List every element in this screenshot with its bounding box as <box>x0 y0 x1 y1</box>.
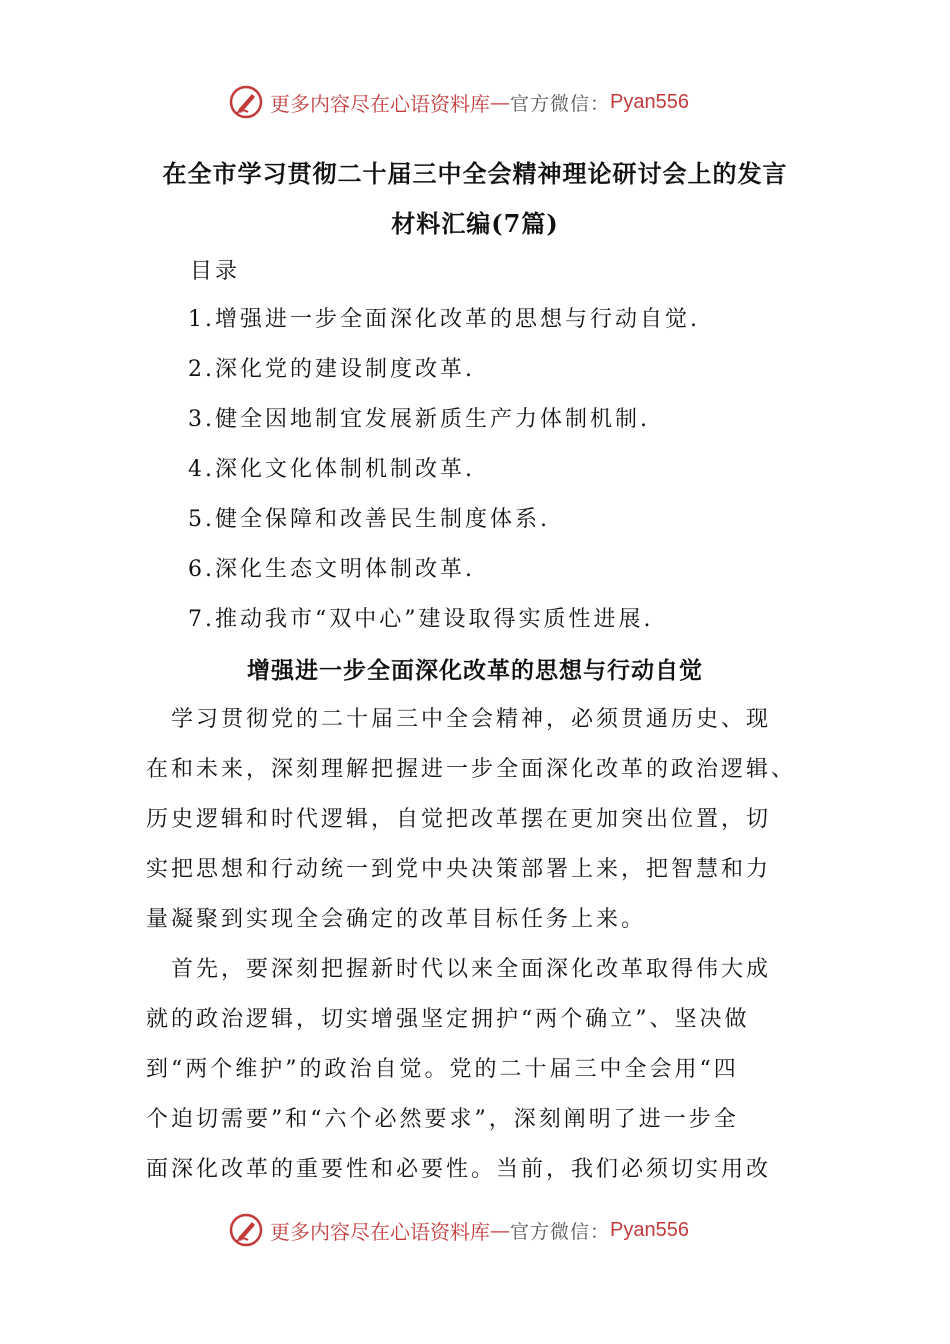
watermark-banner-top <box>228 82 728 122</box>
pen-seal-icon <box>228 1212 264 1248</box>
pen-seal-icon <box>228 84 264 120</box>
watermark-wechat-label: 官方微信： <box>510 92 611 115</box>
toc-item[interactable]: 6.深化生态文明体制改革. <box>188 557 475 582</box>
body-text-line: 首先，要深刻把握新时代以来全面深化改革取得伟大成 <box>146 957 772 982</box>
toc-list <box>188 304 700 654</box>
toc-item[interactable]: 1.增强进一步全面深化改革的思想与行动自觉. <box>188 307 700 332</box>
toc-item[interactable]: 7.推动我市“双中心”建设取得实质性进展. <box>188 607 654 632</box>
body-text-line: 个迫切需要”和“六个必然要求”，深刻阐明了进一步全 <box>146 1107 739 1132</box>
toc-item[interactable]: 3.健全因地制宜发展新质生产力体制机制. <box>188 407 650 432</box>
watermark-site-name: 更多内容尽在心语资料库 <box>270 1219 490 1244</box>
body-text-line: 历史逻辑和时代逻辑，自觉把改革摆在更加突出位置，切 <box>146 807 772 832</box>
watermark-dash: — <box>490 90 510 114</box>
toc-heading: 目录 <box>190 259 241 284</box>
body-text-line: 在和未来，深刻理解把握进一步全面深化改革的政治逻辑、 <box>146 757 797 782</box>
body-text-line: 就的政治逻辑，切实增强坚定拥护“两个确立”、坚决做 <box>146 1007 750 1032</box>
document-title-line-1: 在全市学习贯彻二十届三中全会精神理论研讨会上的发言 <box>162 159 788 188</box>
watermark-wechat-label: 官方微信： <box>510 1220 611 1243</box>
toc-item[interactable]: 4.深化文化体制机制改革. <box>188 457 475 482</box>
section-heading: 增强进一步全面深化改革的思想与行动自觉 <box>247 657 703 684</box>
watermark-wechat-id: Pyan556 <box>610 90 689 113</box>
toc-item[interactable]: 2.深化党的建设制度改革. <box>188 357 475 382</box>
body-text-line: 学习贯彻党的二十届三中全会精神，必须贯通历史、现 <box>146 707 772 732</box>
body-text-line: 面深化改革的重要性和必要性。当前，我们必须切实用改 <box>146 1157 772 1182</box>
watermark-wechat-id: Pyan556 <box>610 1218 689 1241</box>
toc-item[interactable]: 5.健全保障和改善民生制度体系. <box>188 507 550 532</box>
watermark-site-name: 更多内容尽在心语资料库 <box>270 91 490 116</box>
watermark-dash: — <box>490 1218 510 1242</box>
watermark-banner-bottom <box>228 1210 728 1250</box>
body-text-line: 到“两个维护”的政治自觉。党的二十届三中全会用“四 <box>146 1057 739 1082</box>
body-text-line: 量凝聚到实现全会确定的改革目标任务上来。 <box>146 907 647 932</box>
body-text-line: 实把思想和行动统一到党中央决策部署上来，把智慧和力 <box>146 857 772 882</box>
document-title-line-2: 材料汇编(7篇) <box>391 209 559 238</box>
